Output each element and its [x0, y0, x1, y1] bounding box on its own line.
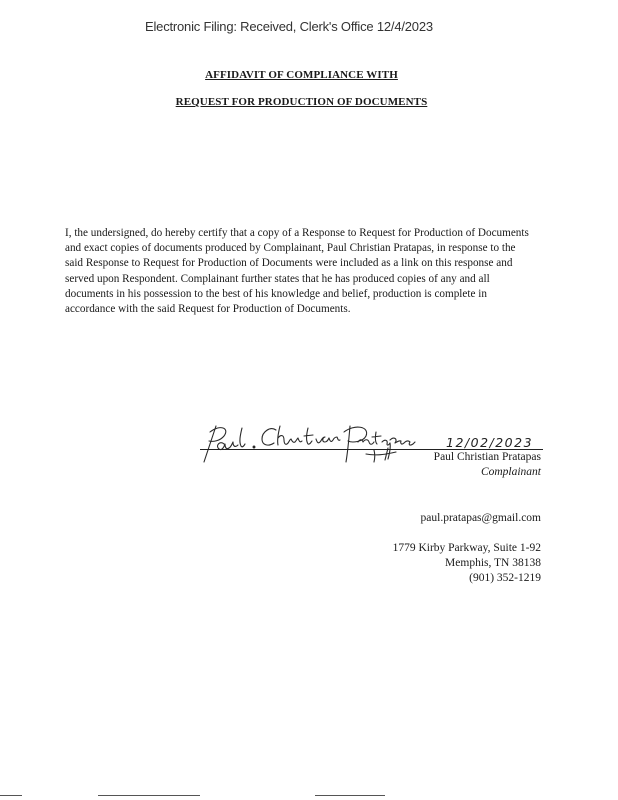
document-title-line-2: REQUEST FOR PRODUCTION OF DOCUMENTS	[175, 96, 428, 108]
address-line-2: Memphis, TN 38138	[445, 557, 541, 569]
handwritten-signature	[198, 420, 448, 468]
footer-rule	[0, 795, 22, 796]
signature-date: 12/02/2023	[446, 435, 534, 450]
contact-email: paul.pratapas@gmail.com	[420, 512, 541, 524]
affidavit-paragraph: I, the undersigned, do hereby certify that a copy of a Response to Request for Production of Documents and exact copies of documents produced by Complainant, Paul Christian Pratapas, in response to the said Response to Request for Production of Documents were included as a link on this response and served upon Respondent. Complainant further states that he has produced copies of any and all documents in his possession to the best of his knowledge and belief, production is complete in accordance with the said Request for Production of Documents.	[65, 227, 529, 316]
footer-rule	[315, 795, 385, 796]
signer-printed-name: Paul Christian Pratapas	[433, 451, 541, 463]
contact-phone: (901) 352-1219	[469, 572, 541, 584]
document-title-line-1: AFFIDAVIT OF COMPLIANCE WITH	[205, 69, 398, 81]
footer-rule	[98, 795, 200, 796]
signer-role: Complainant	[480, 466, 541, 478]
filing-stamp: Electronic Filing: Received, Clerk's Office 12/4/2023	[145, 19, 433, 34]
address-line-1: 1779 Kirby Parkway, Suite 1-92	[392, 542, 541, 554]
signature-line	[200, 449, 543, 450]
